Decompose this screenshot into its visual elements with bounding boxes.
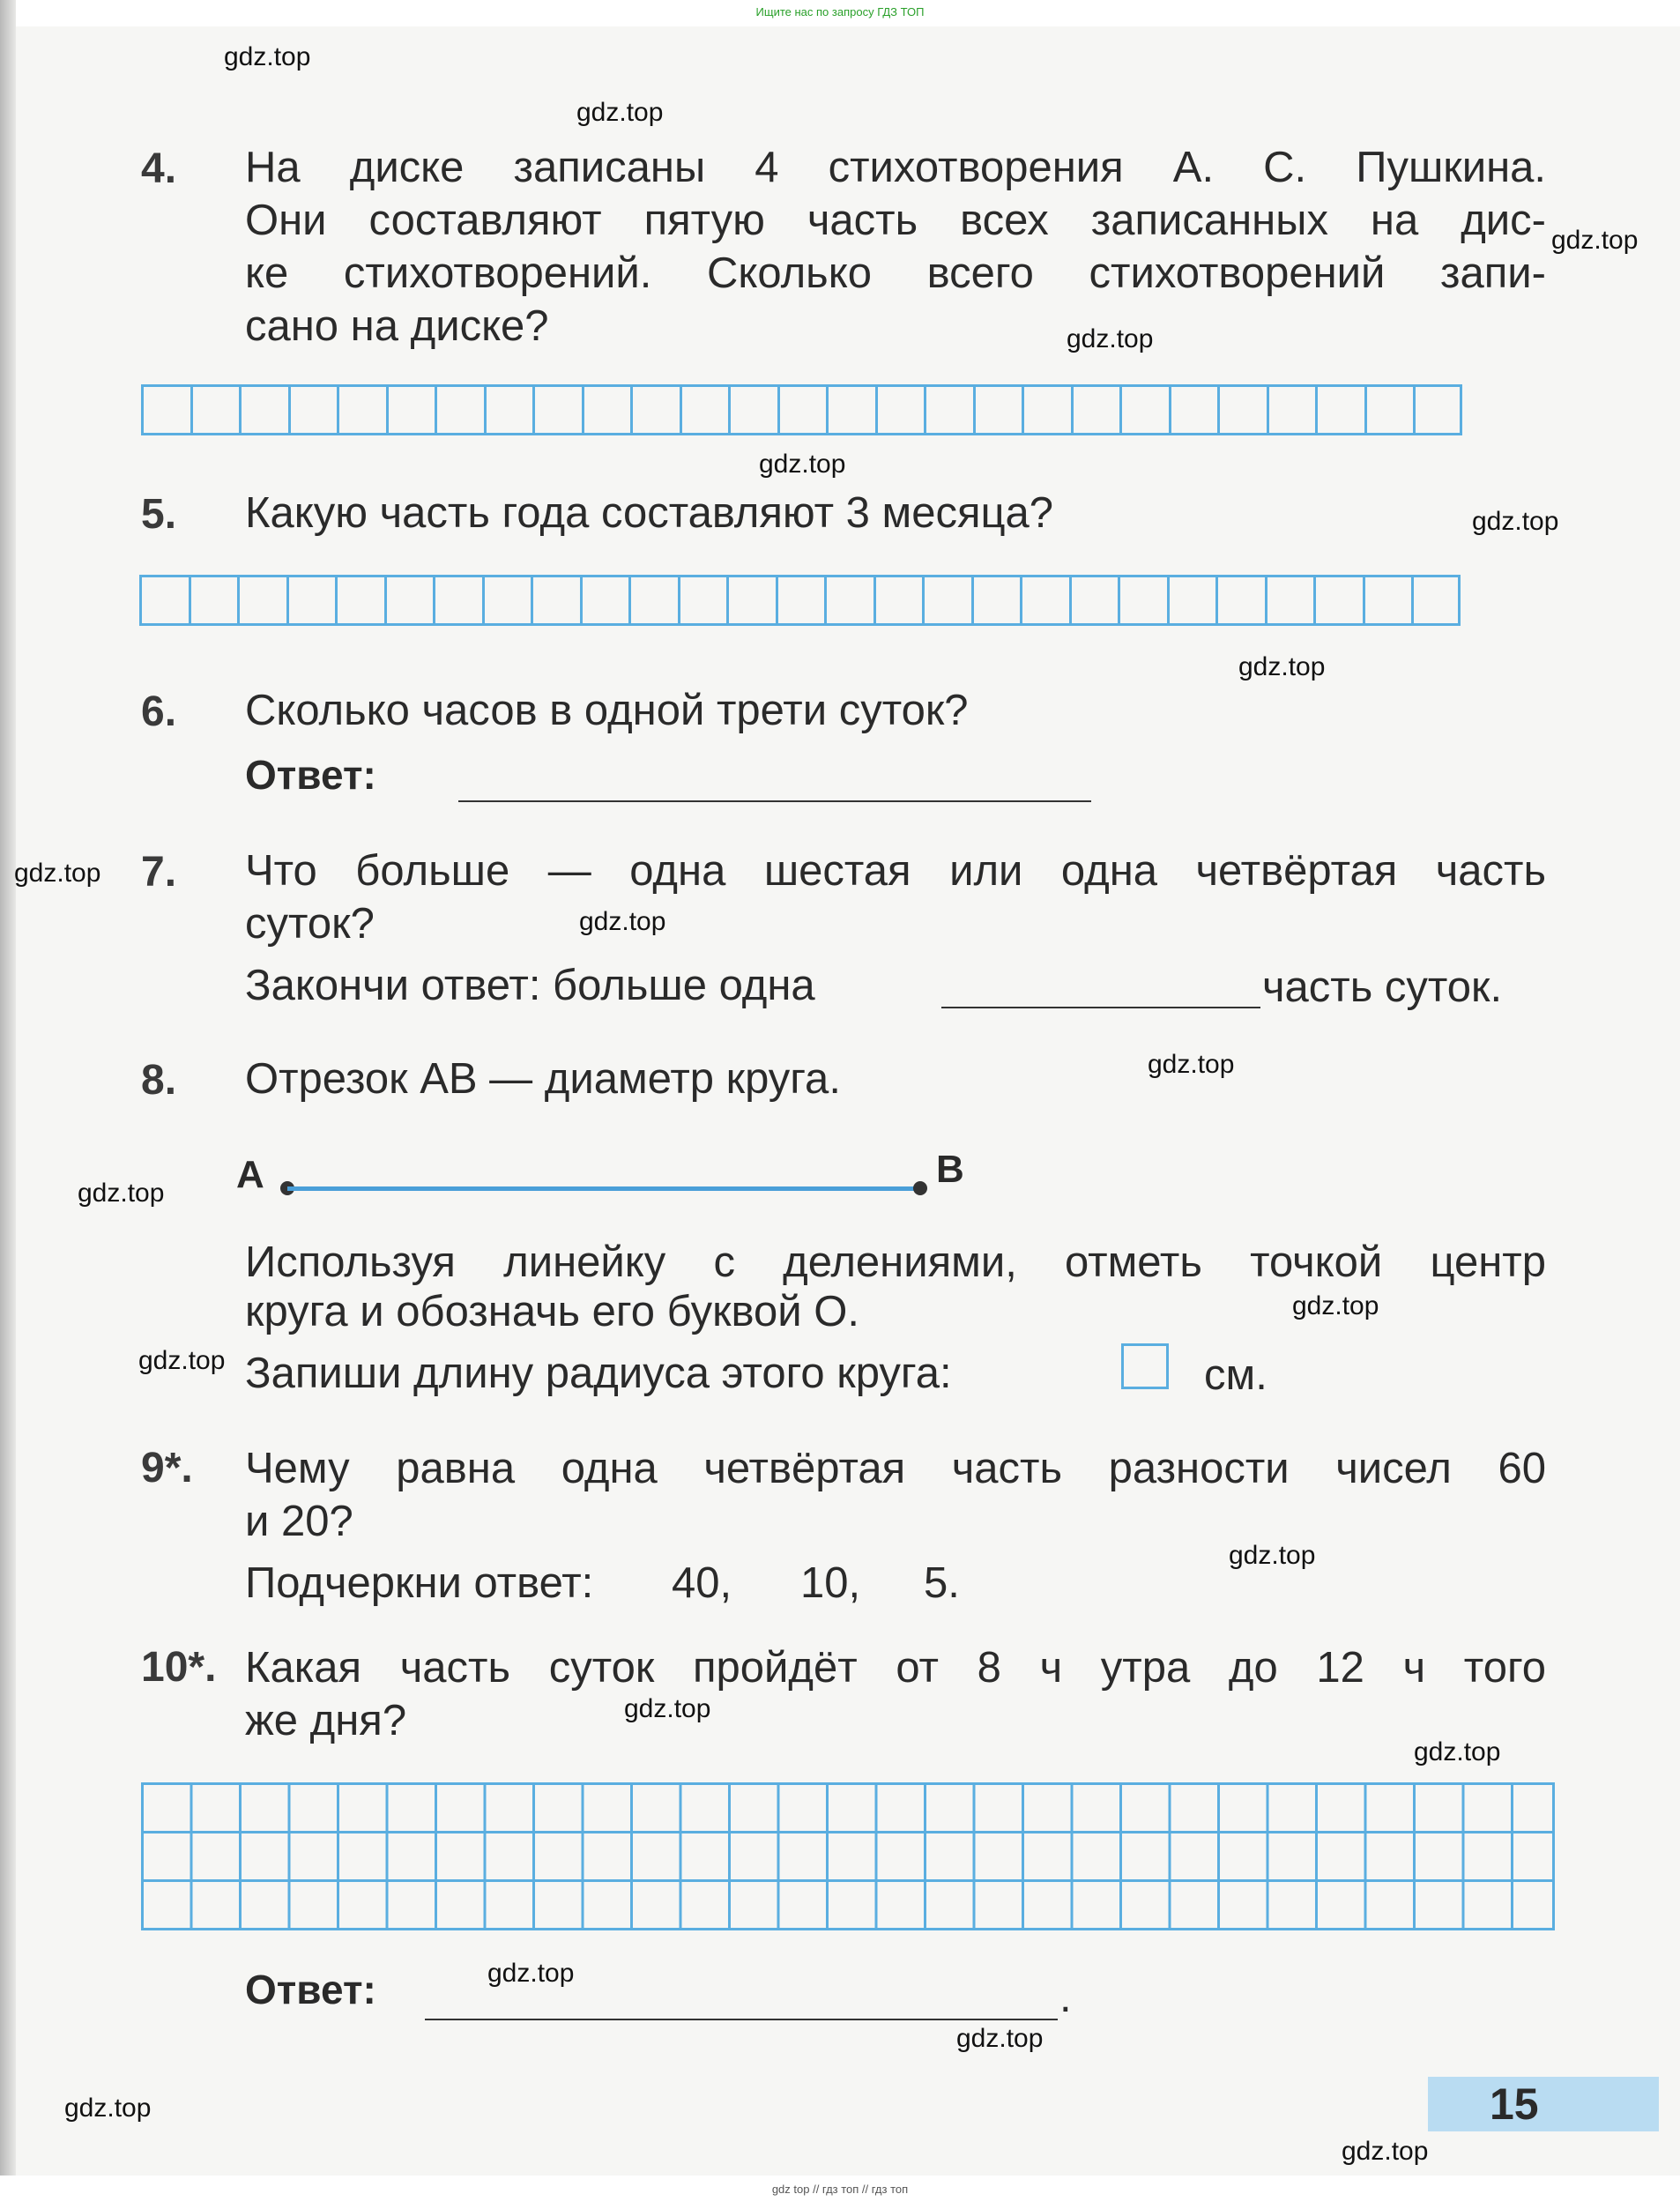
footer-note: gdz top // гдз топ // гдз топ <box>771 2183 909 2196</box>
task-4-line-3: ке стихотворений. Сколько всего стихотворений запи- <box>245 249 1546 297</box>
segment-ab <box>287 1186 920 1191</box>
task-8-number: 8. <box>141 1057 177 1104</box>
task-9-line-2: и 20? <box>245 1498 353 1545</box>
radius-answer-box[interactable] <box>1121 1343 1169 1389</box>
task-10-solution-grid[interactable] <box>141 1782 1555 1930</box>
watermark: gdz.top <box>956 2024 1044 2053</box>
point-b-label: В <box>936 1148 964 1191</box>
point-b-dot <box>913 1181 927 1195</box>
task-10-answer-line[interactable] <box>425 2019 1058 2020</box>
task-6-answer-line[interactable] <box>458 800 1091 802</box>
watermark: gdz.top <box>78 1179 165 1208</box>
watermark: gdz.top <box>624 1694 711 1723</box>
task-8-text: Отрезок АВ — диаметр круга. <box>245 1055 841 1103</box>
task-7-finish-prefix: Закончи ответ: больше одна <box>245 962 815 1009</box>
watermark: gdz.top <box>1472 507 1559 536</box>
task-9-underline-label: Подчеркни ответ: <box>245 1559 594 1607</box>
header-note: Ищите нас по запросу ГДЗ ТОП <box>755 5 925 19</box>
watermark: gdz.top <box>1551 226 1639 255</box>
task-6-number: 6. <box>141 688 177 735</box>
task-6-text: Сколько часов в одной трети суток? <box>245 687 969 734</box>
watermark: gdz.top <box>224 42 311 71</box>
task-8-radius-prefix: Запиши длину радиуса этого круга: <box>245 1350 952 1397</box>
task-5-answer-cells[interactable] <box>139 575 1461 626</box>
task-8-radius-unit: см. <box>1204 1351 1267 1399</box>
task-10-line-1: Какая часть суток пройдёт от 8 ч утра до 12 ч того <box>245 1644 1546 1692</box>
watermark: gdz.top <box>1067 324 1154 353</box>
task-9-number: 9*. <box>141 1445 193 1491</box>
task-10-answer-label: Ответ: <box>245 1967 376 2012</box>
task-4-line-2: Они составляют пятую часть всех записанных на дис- <box>245 197 1546 244</box>
watermark: gdz.top <box>1342 2137 1429 2166</box>
task-7-line-1: Что больше — одна шестая или одна четвёртая часть <box>245 847 1546 895</box>
watermark: gdz.top <box>1414 1737 1501 1766</box>
watermark: gdz.top <box>1292 1291 1379 1320</box>
watermark: gdz.top <box>487 1959 575 1988</box>
task-9-option-3[interactable]: 5. <box>924 1559 960 1607</box>
task-10-number: 10*. <box>141 1644 217 1691</box>
watermark: gdz.top <box>1229 1541 1316 1570</box>
task-4-number: 4. <box>141 145 177 192</box>
task-5-number: 5. <box>141 491 177 538</box>
watermark: gdz.top <box>1238 652 1326 681</box>
watermark: gdz.top <box>759 450 846 479</box>
task-6-answer-label: Ответ: <box>245 752 376 798</box>
task-5-text: Какую часть года составляют 3 месяца? <box>245 489 1054 537</box>
task-7-line-2: суток? <box>245 900 375 948</box>
watermark: gdz.top <box>64 2094 152 2123</box>
task-9-line-1: Чему равна одна четвёртая часть разности чисел 60 <box>245 1445 1546 1492</box>
task-4-line-4: сано на диске? <box>245 302 549 350</box>
task-10-answer-end: . <box>1059 1974 1072 2021</box>
task-7-answer-line[interactable] <box>941 1007 1260 1008</box>
task-8-line-1: Используя линейку с делениями, отметь точкой центр <box>245 1238 1546 1286</box>
point-a-label: А <box>236 1153 264 1196</box>
task-8-line-2: круга и обозначь его буквой О. <box>245 1288 859 1335</box>
task-9-option-2[interactable]: 10, <box>800 1559 861 1607</box>
page-binding-edge <box>0 0 16 2209</box>
task-4-line-1: На диске записаны 4 стихотворения А. С. Пушкина. <box>245 144 1546 191</box>
task-9-option-1[interactable]: 40, <box>672 1559 732 1607</box>
task-7-finish-suffix: часть суток. <box>1262 963 1503 1011</box>
watermark: gdz.top <box>576 98 664 127</box>
watermark: gdz.top <box>14 859 101 888</box>
task-7-number: 7. <box>141 849 177 896</box>
watermark: gdz.top <box>1148 1050 1235 1079</box>
task-4-answer-cells[interactable] <box>141 384 1462 435</box>
page-number: 15 <box>1490 2079 1539 2129</box>
watermark: gdz.top <box>579 907 666 936</box>
watermark: gdz.top <box>138 1346 226 1375</box>
task-10-line-2: же дня? <box>245 1697 407 1744</box>
page-number-bar <box>1428 2077 1659 2131</box>
